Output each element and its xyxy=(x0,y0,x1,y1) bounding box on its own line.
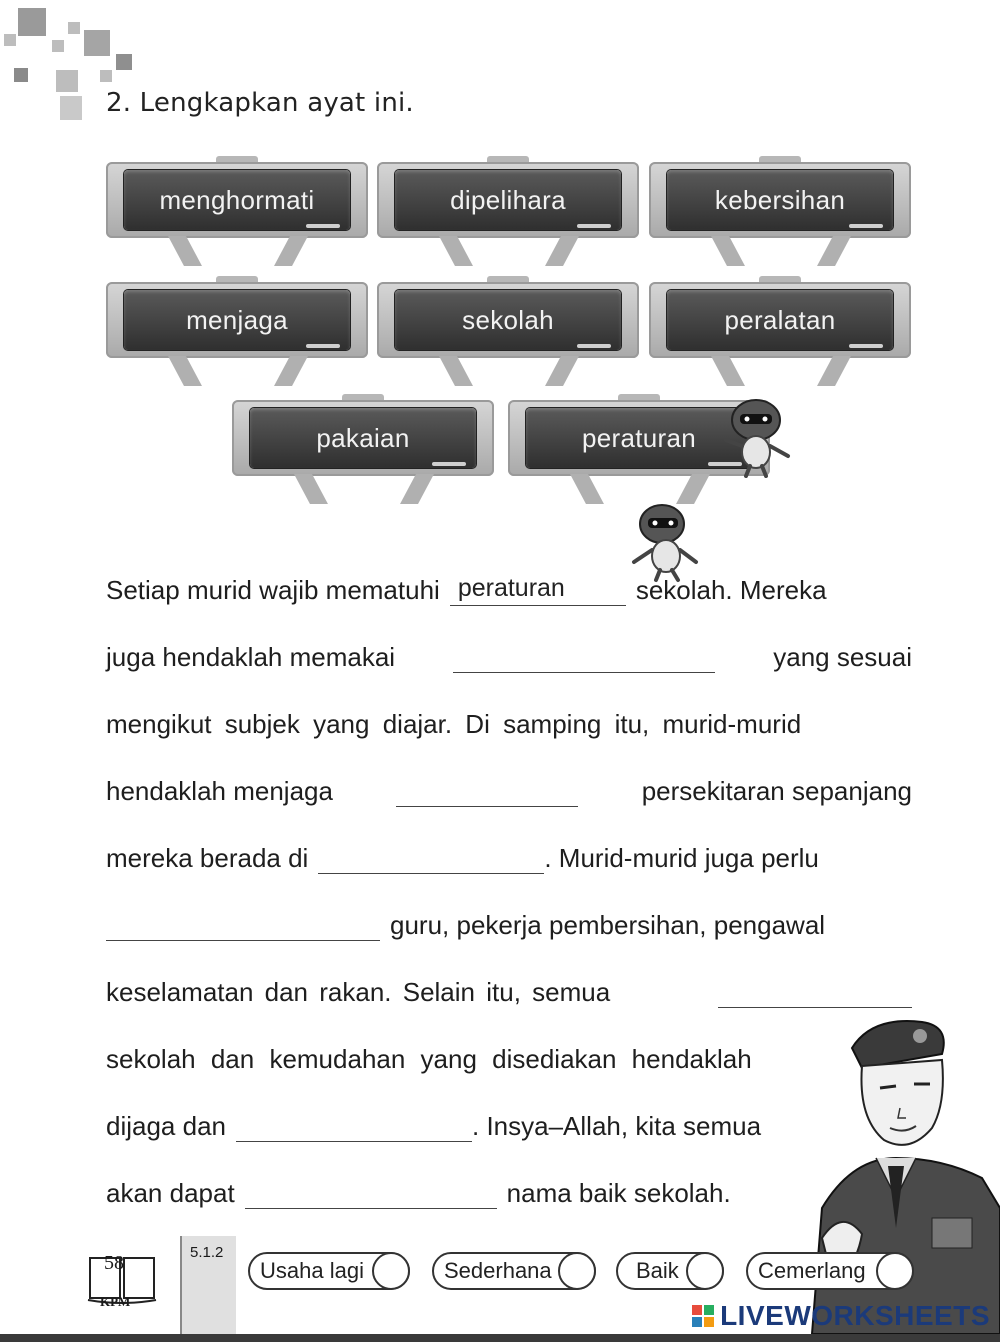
answer-blank[interactable] xyxy=(453,647,715,673)
passage-line: akan dapat nama baik sekolah. xyxy=(106,1178,731,1208)
page-number: 58 xyxy=(104,1252,124,1274)
passage-line: hendaklah menjaga persekitaran sepanjang xyxy=(106,776,912,806)
answer-blank[interactable] xyxy=(396,781,578,807)
passage-line: keselamatan dan rakan. Selain itu, semua xyxy=(106,968,912,1008)
answer-blank[interactable] xyxy=(450,574,626,606)
rating-checkbox[interactable] xyxy=(686,1252,724,1290)
publisher-label: KPM xyxy=(100,1294,131,1309)
answer-blank[interactable] xyxy=(245,1183,497,1209)
liveworksheets-icon xyxy=(692,1305,714,1327)
word-card[interactable] xyxy=(377,276,639,384)
word-label: pakaian xyxy=(316,422,410,453)
word-card[interactable] xyxy=(106,276,368,384)
passage-line: Setiap murid wajib mematuhi peraturan sekolah. Mereka xyxy=(106,574,827,605)
standard-code: 5.1.2 xyxy=(190,1244,224,1261)
passage-line: juga hendaklah memakai yang sesuai xyxy=(106,642,912,672)
word-card[interactable] xyxy=(106,156,368,264)
word-label: peralatan xyxy=(724,304,836,335)
answer-blank[interactable] xyxy=(318,848,544,874)
word-label: dipelihara xyxy=(450,184,566,215)
footer-divider xyxy=(0,1334,1000,1342)
word-label: peraturan xyxy=(582,422,696,453)
word-card[interactable] xyxy=(649,276,911,384)
answer-blank[interactable] xyxy=(106,915,380,941)
passage-line: mengikut subjek yang diajar. Di samping itu, murid-murid xyxy=(106,709,802,739)
question-title: 2. Lengkapkan ayat ini. xyxy=(106,88,414,118)
rating-cemerlang[interactable]: Cemerlang xyxy=(746,1252,914,1290)
word-card[interactable] xyxy=(649,156,911,264)
rating-usaha-lagi[interactable]: Usaha lagi xyxy=(248,1252,410,1290)
liveworksheets-logo[interactable]: LIVEWORKSHEETS xyxy=(692,1300,990,1332)
word-label: kebersihan xyxy=(714,184,846,215)
rating-sederhana[interactable]: Sederhana xyxy=(432,1252,596,1290)
answer-blank[interactable] xyxy=(236,1116,472,1142)
passage-line: mereka berada di . Murid-murid juga perlu xyxy=(106,843,819,873)
passage-line: dijaga dan . Insya–Allah, kita semua xyxy=(106,1111,762,1141)
passage-line: sekolah dan kemudahan yang disediakan hendaklah xyxy=(106,1044,752,1074)
word-label: menghormati xyxy=(159,184,315,215)
rating-checkbox[interactable] xyxy=(558,1252,596,1290)
robot-cursor-icon[interactable] xyxy=(716,394,796,478)
rating-checkbox[interactable] xyxy=(876,1252,914,1290)
rating-checkbox[interactable] xyxy=(372,1252,410,1290)
word-card[interactable] xyxy=(377,156,639,264)
word-label: menjaga xyxy=(186,304,288,335)
passage-line: guru, pekerja pembersihan, pengawal xyxy=(106,901,912,941)
filled-answer: peraturan xyxy=(457,574,565,602)
word-label: sekolah xyxy=(462,304,554,335)
answer-blank[interactable] xyxy=(718,982,912,1008)
rating-baik[interactable]: Baik xyxy=(616,1252,724,1290)
word-card[interactable] xyxy=(232,394,494,502)
